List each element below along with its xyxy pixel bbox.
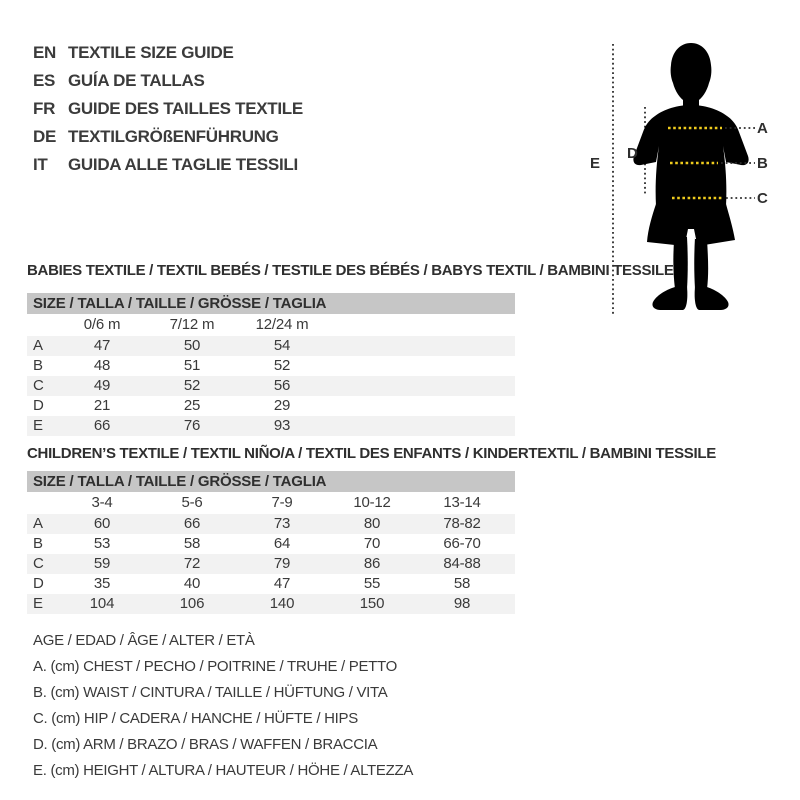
cell: 48 [93,357,111,374]
lang-code: EN [33,43,57,62]
children-table-header: SIZE / TALLA / TAILLE / GRÖSSE / TAGLIA [27,471,515,492]
col-header: 7-9 [271,494,293,511]
lang-code: FR [33,99,56,118]
table-row [27,396,515,416]
row-label: C [33,377,44,394]
table-row [27,554,515,574]
language-title-list [33,39,303,179]
row-label: E [33,595,43,612]
cell: 84-88 [443,555,481,572]
table-row [27,336,515,356]
table-row [27,514,515,534]
cell: 66 [183,515,201,532]
cell: 58 [453,575,471,592]
corner-cell [27,492,57,514]
col-header: 3-4 [91,494,113,511]
row-label: A [33,337,43,354]
cell: 64 [273,535,291,552]
cell: 35 [93,575,111,592]
legend-chest: A. (cm) CHEST / PECHO / POITRINE / TRUHE / PETTO [33,658,397,675]
cell: 51 [183,357,201,374]
lang-row-en [33,39,303,67]
lang-row-es [33,67,303,95]
cell: 53 [93,535,111,552]
cell: 93 [273,417,291,434]
row-label: A [33,515,43,532]
babies-size-table [27,293,515,436]
col-header: 0/6 m [83,316,121,333]
cell: 21 [93,397,111,414]
row-label: B [33,357,43,374]
measure-label-C: C [757,190,768,207]
measure-label-D: D [627,145,638,162]
children-column-headers [27,492,515,514]
cell: 76 [183,417,201,434]
table-row [27,534,515,554]
cell: 70 [363,535,381,552]
col-header: 5-6 [181,494,203,511]
cell: 25 [183,397,201,414]
table-row [27,376,515,396]
cell: 66-70 [443,535,481,552]
row-label: C [33,555,44,572]
lang-title: TEXTILE SIZE GUIDE [68,43,234,62]
lang-code: ES [33,71,56,90]
row-label: D [33,575,44,592]
babies-column-headers [27,314,515,336]
lang-row-it [33,151,303,179]
legend-height: E. (cm) HEIGHT / ALTURA / HAUTEUR / HÖHE / ALTEZZA [33,762,414,779]
cell: 29 [273,397,291,414]
lang-code: DE [33,127,57,146]
corner-cell [27,314,57,336]
cell: 54 [273,337,291,354]
cell: 72 [183,555,201,572]
cell: 60 [93,515,111,532]
legend-hip: C. (cm) HIP / CADERA / HANCHE / HÜFTE / HIPS [33,710,358,727]
measure-label-A: A [757,120,768,137]
cell: 55 [363,575,381,592]
cell: 58 [183,535,201,552]
children-section-title: CHILDREN’S TEXTILE / TEXTIL NIÑO/A / TEXTIL DES ENFANTS / KINDERTEXTIL / BAMBINI TESSILE [27,445,716,462]
table-row [27,574,515,594]
table-row [27,356,515,376]
cell: 80 [363,515,381,532]
col-header: 7/12 m [169,316,215,333]
legend-arm: D. (cm) ARM / BRAZO / BRAS / WAFFEN / BRACCIA [33,736,378,753]
cell: 106 [179,595,205,612]
lang-row-fr [33,95,303,123]
cell: 50 [183,337,201,354]
cell: 52 [183,377,201,394]
col-header: 10-12 [353,494,391,511]
cell: 59 [93,555,111,572]
row-label: D [33,397,44,414]
lang-row-de [33,123,303,151]
lang-code: IT [33,155,48,174]
table-row [27,594,515,614]
legend-waist: B. (cm) WAIST / CINTURA / TAILLE / HÜFTUNG / VITA [33,684,388,701]
row-label: B [33,535,43,552]
measure-label-B: B [757,155,768,172]
cell: 104 [89,595,115,612]
cell: 150 [359,595,385,612]
measure-label-E: E [590,155,600,172]
cell: 73 [273,515,291,532]
children-size-table [27,471,515,614]
babies-section-title: BABIES TEXTILE / TEXTIL BEBÉS / TESTILE DES BÉBÉS / BABYS TEXTIL / BAMBINI TESSILE [27,262,674,279]
cell: 79 [273,555,291,572]
legend-age: AGE / EDAD / ÂGE / ALTER / ETÀ [33,632,255,649]
lang-title: TEXTILGRÖßENFÜHRUNG [68,127,279,146]
col-header: 12/24 m [255,316,309,333]
cell: 49 [93,377,111,394]
col-header: 13-14 [443,494,481,511]
babies-table-header: SIZE / TALLA / TAILLE / GRÖSSE / TAGLIA [27,293,515,314]
cell: 78-82 [443,515,481,532]
lang-title: GUÍA DE TALLAS [68,71,205,90]
cell: 47 [273,575,291,592]
cell: 98 [453,595,471,612]
table-row [27,416,515,436]
cell: 47 [93,337,111,354]
cell: 86 [363,555,381,572]
lang-title: GUIDA ALLE TAGLIE TESSILI [68,155,298,174]
measurement-legend [33,628,413,784]
cell: 56 [273,377,291,394]
cell: 140 [269,595,295,612]
lang-title: GUIDE DES TAILLES TEXTILE [68,99,303,118]
cell: 66 [93,417,111,434]
cell: 52 [273,357,291,374]
cell: 40 [183,575,201,592]
row-label: E [33,417,43,434]
